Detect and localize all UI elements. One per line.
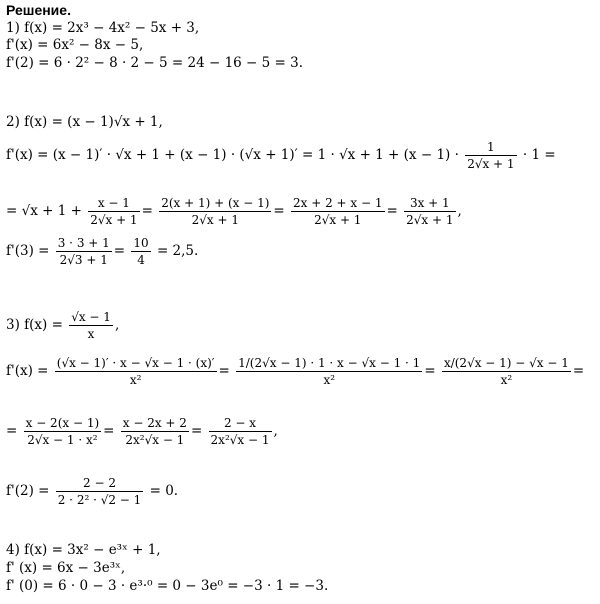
- fraction-denominator: 2√x + 1: [159, 211, 271, 227]
- p2-line3-fraction-4: [404, 196, 455, 227]
- fraction-numerator: 3x + 1: [409, 196, 450, 210]
- p1-line3: f'(2) = 6 · 2² − 8 · 2 − 5 = 24 − 16 − 5 = 3.: [6, 55, 304, 71]
- p2-line4: f'(3) = $\frac{3 \cdot 3 + 1}{2√3 + 1}$ = $\frac{10}{4}$ = 2,5.: [6, 236, 199, 267]
- fraction-denominator: 4: [131, 251, 150, 267]
- fraction-denominator: 2x²√x − 1: [210, 433, 270, 447]
- p2-line2-text: f'(x) = (x − 1)′ · √x + 1 + (x − 1) · (√x + 1)′ = 1 · √x + 1 + (x − 1) ·: [6, 147, 459, 163]
- p1-line1: 1) f(x) = 2x³ − 4x² − 5x + 3,: [6, 20, 200, 36]
- p2-line3-fraction-1: [88, 196, 139, 227]
- p3-line3-fraction-2: [121, 416, 189, 447]
- p3-line3-fraction-3: [209, 416, 272, 447]
- p3-line2-fraction-1: [55, 356, 217, 387]
- p3-line1-text: 3) f(x) =: [6, 317, 63, 333]
- fraction-numerator: 10: [133, 236, 149, 250]
- p3-line3: = $\frac{x - 2(x - 1)}{\text{2√x − 1 · x²}}$ = $\frac{x - 2x + 2}{\text{2x²√x − 1}}$ = $\frac{2 - x}{\text{2x²√x − 1}}$ ,: [6, 416, 278, 447]
- p2-line2: [6, 140, 556, 171]
- p2-line4-fraction-2: [131, 236, 150, 267]
- p2-line4-tail: = 2,5.: [156, 243, 199, 259]
- p3-line2: f'(x) = $\frac{(√x - 1)' \cdot x - √x - 1 \cdot (x)'}{\text{x²}}$ = $\frac{1/(2√x - 1) \cdot 1 \cdot x - √x - 1 \cdot 1}{\text{x²}}$ = $\frac{x/(2√x - 1) - √x - 1}{\text{x²}}$ =: [6, 356, 585, 387]
- p4-line2: f' (x) = 6x − 3e³ˣ,: [6, 560, 126, 576]
- fraction-denominator: 2√x + 1: [467, 157, 515, 171]
- fraction-denominator: x²: [236, 371, 422, 387]
- fraction-denominator: 2 · 2² · √2 − 1: [57, 493, 142, 507]
- fraction-denominator: x: [69, 325, 113, 341]
- fraction-numerator: 3 · 3 + 1: [57, 236, 110, 250]
- fraction-numerator: 2 − 2: [83, 476, 116, 490]
- p1-line2: f'(x) = 6x² − 8x − 5,: [6, 37, 144, 53]
- fraction-numerator: x/(2√x − 1) − √x − 1: [443, 356, 569, 370]
- p3-line1-fraction: [69, 310, 113, 341]
- fraction-numerator: √x − 1: [71, 310, 111, 324]
- p3-line4-fraction: [56, 476, 144, 507]
- fraction-numerator: 1/(2√x − 1) · 1 · x − √x − 1 · 1: [238, 356, 421, 370]
- p4-line3: f' (0) = 6 · 0 − 3 · e³·⁰ = 0 − 3e⁰ = −3 · 1 = −3.: [6, 578, 329, 594]
- p3-line4-text: f'(2) =: [6, 483, 50, 499]
- p3-line3-text: =: [6, 423, 18, 439]
- p3-line2-text: f'(x) =: [6, 363, 49, 379]
- fraction-numerator: x − 2(x − 1): [25, 416, 100, 430]
- fraction-denominator: 2√x + 1: [406, 213, 454, 227]
- p2-line3-text: = √x + 1 +: [6, 203, 82, 219]
- p3-line4: [6, 476, 178, 507]
- p2-line3: = √x + 1 + $\frac{x - 1}{2√x + 1}$ = $\frac{2(x + 1) + (x - 1)}{2√x + 1}$ = $\frac{2x + 2 + x - 1}{2√x + 1}$ = $\frac{3x + 1}{2√x + 1}$ ,: [6, 196, 462, 227]
- p3-line1: 3) f(x) = $\frac{√x - 1}{x}$ ,: [6, 310, 120, 341]
- fraction-denominator: x²: [442, 371, 571, 387]
- p2-line3-fraction-3: [291, 196, 385, 227]
- fraction-denominator: x²: [55, 371, 217, 387]
- p3-line3-fraction-1: [24, 416, 102, 447]
- p2-line2-tail: · 1 =: [522, 147, 556, 163]
- p2-line4-text: f'(3) =: [6, 243, 50, 259]
- p2-line2-fraction: [465, 140, 516, 171]
- p3-line2-fraction-2: [236, 356, 422, 387]
- fraction-numerator: x − 2x + 2: [122, 416, 187, 430]
- fraction-numerator: 2x + 2 + x − 1: [293, 196, 383, 210]
- fraction-denominator: 2√x + 1: [90, 213, 138, 227]
- solution-heading: Решение.: [6, 2, 71, 18]
- fraction-denominator: 2√x + 1: [291, 211, 385, 227]
- fraction-numerator: (√x − 1)′ · x − √x − 1 · (x)′: [56, 356, 215, 370]
- fraction-numerator: 1: [487, 140, 495, 154]
- p3-line4-tail: = 0.: [149, 483, 179, 499]
- fraction-numerator: 2(x + 1) + (x − 1): [161, 196, 270, 210]
- p2-line1: 2) f(x) = (x − 1)√x + 1,: [6, 114, 163, 130]
- p4-line1: 4) f(x) = 3x² − e³ˣ + 1,: [6, 542, 161, 558]
- fraction-numerator: x − 1: [97, 196, 130, 210]
- fraction-denominator: 2√3 + 1: [56, 251, 112, 267]
- p2-line3-fraction-2: [159, 196, 271, 227]
- fraction-denominator: 2x²√x − 1: [121, 431, 189, 447]
- fraction-denominator: 2√x − 1 · x²: [24, 431, 102, 447]
- p2-line4-fraction-1: [56, 236, 112, 267]
- fraction-numerator: 2 − x: [223, 416, 257, 430]
- p3-line2-fraction-3: [442, 356, 571, 387]
